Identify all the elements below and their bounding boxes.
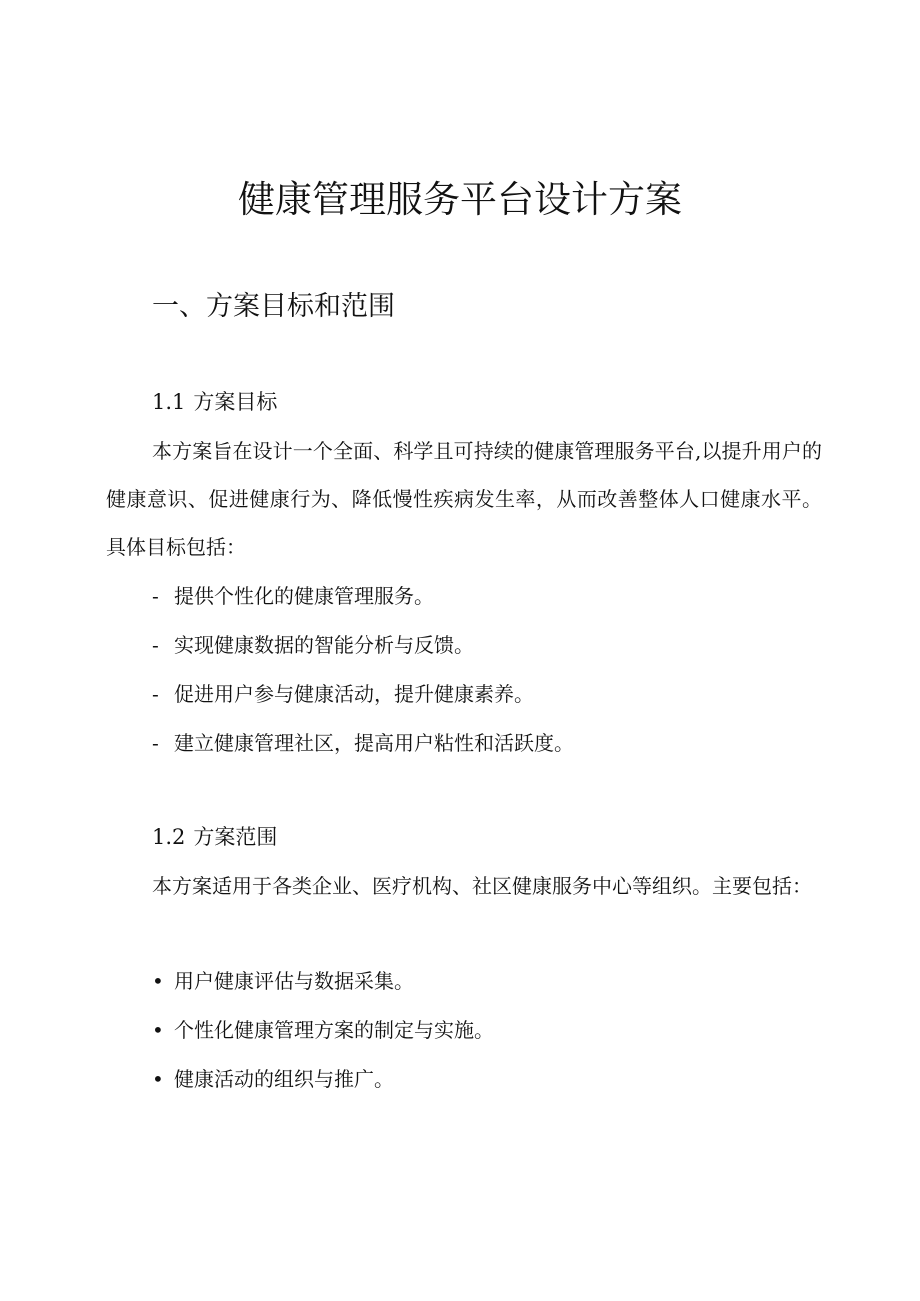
list-item	[152, 1018, 494, 1067]
list-item	[152, 1067, 494, 1116]
subsection-heading-goals	[152, 387, 277, 417]
list-item	[152, 633, 574, 682]
list-marker: •	[152, 1018, 164, 1042]
document-title: 健康管理服务平台设计方案	[238, 178, 682, 221]
list-marker: •	[152, 969, 164, 993]
scope-list	[152, 969, 494, 1116]
list-item-text: 提供个性化的健康管理服务。	[174, 584, 434, 608]
section-heading: 一、方案目标和范围	[152, 291, 395, 322]
goals-list	[152, 584, 574, 780]
list-item	[152, 731, 574, 780]
subsection-number: 1.2	[152, 825, 186, 849]
subsection-title: 方案范围	[193, 825, 278, 849]
list-marker: -	[152, 633, 159, 657]
subsection-heading-scope	[152, 822, 277, 852]
list-marker: -	[152, 682, 159, 706]
list-item	[152, 969, 494, 1018]
list-item	[152, 584, 574, 633]
list-marker: •	[152, 1067, 164, 1091]
subsection-number: 1.1	[152, 390, 186, 414]
list-item-text: 建立健康管理社区，提高用户粘性和活跃度。	[174, 731, 574, 755]
list-item-text: 促进用户参与健康活动，提升健康素养。	[174, 682, 534, 706]
list-marker: -	[152, 731, 159, 755]
subsection-title: 方案目标	[193, 390, 278, 414]
list-marker: -	[152, 584, 159, 608]
goals-paragraph: 本方案旨在设计一个全面、科学且可持续的健康管理服务平台,以提升用户的健康意识、促进健康行为、降低慢性疾病发生率，从而改善整体人口健康水平。具体目标包括：	[106, 439, 822, 559]
list-item-text: 实现健康数据的智能分析与反馈。	[174, 633, 474, 657]
scope-paragraph: 本方案适用于各类企业、医疗机构、社区健康服务中心等组织。主要包括：	[152, 874, 812, 898]
list-item-text: 用户健康评估与数据采集。	[174, 969, 414, 993]
list-item	[152, 682, 574, 731]
list-item-text: 健康活动的组织与推广。	[174, 1067, 394, 1091]
list-item-text: 个性化健康管理方案的制定与实施。	[174, 1018, 494, 1042]
